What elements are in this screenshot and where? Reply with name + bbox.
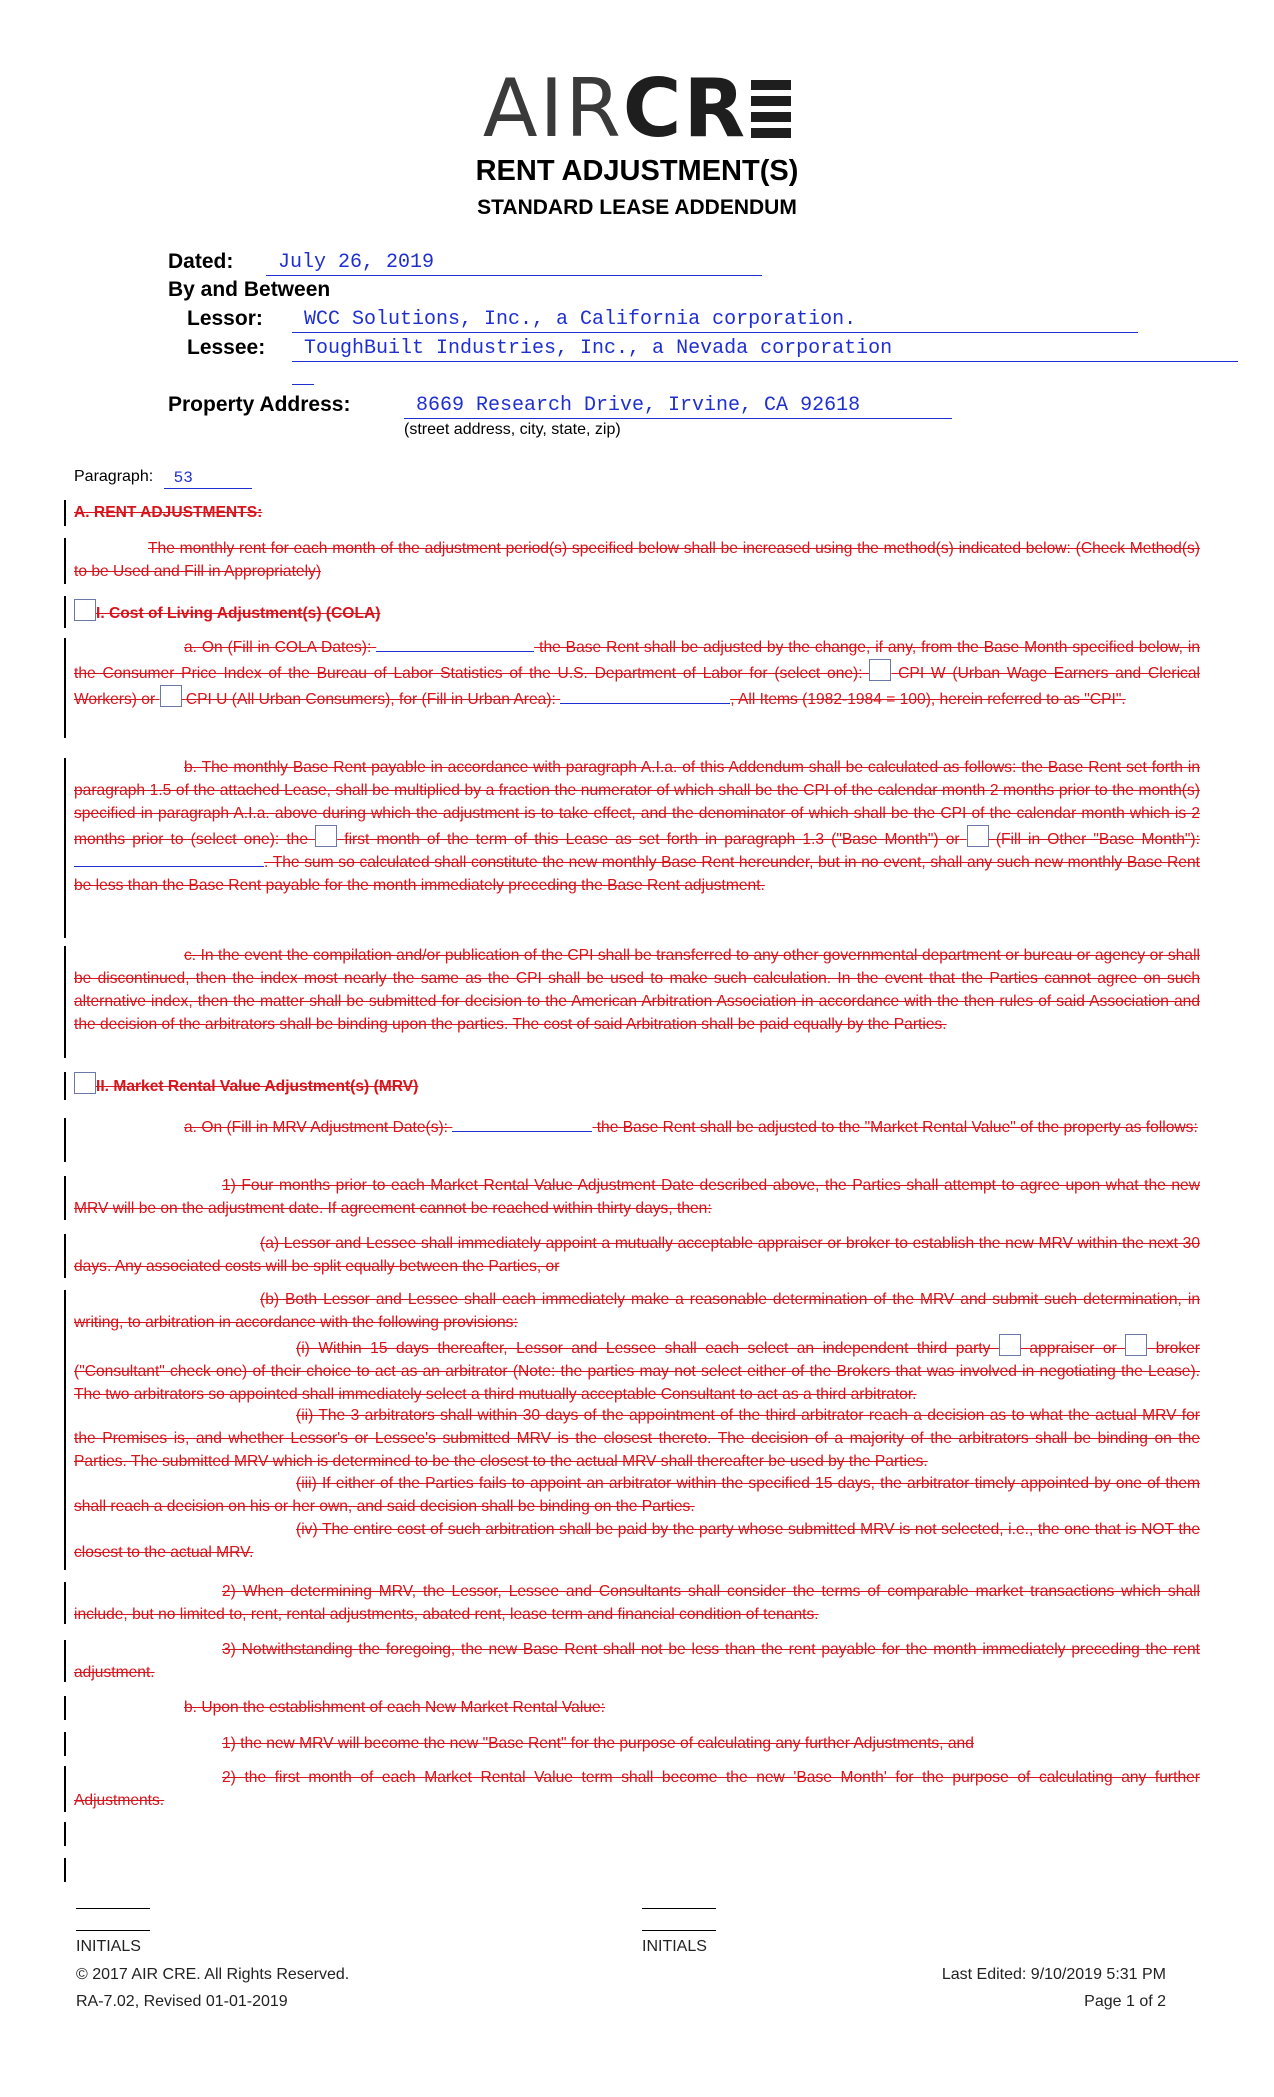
- section-ii-iv: (iv) The entire cost of such arbitration shall be paid by the party whose submitted MRV is not selected, i.e., the one that is NOT the closest to the actual MRV.: [74, 1521, 1200, 1561]
- lessee-field[interactable]: ToughBuilt Industries, Inc., a Nevada corporation: [292, 337, 1238, 362]
- change-bar: [64, 1696, 66, 1720]
- section-ii-b: b. Upon the establishment of each New Market Rental Value:: [184, 1699, 605, 1716]
- change-bar: [64, 538, 66, 584]
- change-bar: [64, 1640, 66, 1682]
- paragraph-label: Paragraph:: [74, 468, 154, 485]
- section-ii-3: 3) Notwithstanding the foregoing, the new Base Rent shall not be less than the rent payable for the month immediately preceding the rent adjustment.: [74, 1641, 1200, 1681]
- change-bar: [64, 1732, 66, 1756]
- change-bar: [64, 1290, 66, 1570]
- document-title: RENT ADJUSTMENT(S): [475, 155, 799, 187]
- change-bar: [64, 1858, 66, 1882]
- page-number: Page 1 of 2: [1084, 1993, 1166, 2010]
- by-and-between-label: By and Between: [168, 278, 331, 301]
- document-subtitle: STANDARD LEASE ADDENDUM: [477, 196, 797, 219]
- initials-line-right-2[interactable]: [642, 1930, 716, 1931]
- lessee-field-continuation[interactable]: [292, 360, 314, 385]
- section-i-heading: I. Cost of Living Adjustment(s) (COLA): [74, 599, 1200, 625]
- logo-cr: CR: [622, 62, 748, 155]
- section-ii-a: a. On (Fill in MRV Adjustment Date(s): the Base Rent shall be adjusted to the "Market Rental Value" of the property as follows:: [184, 1119, 1198, 1136]
- aircre-logo: [0, 62, 1274, 155]
- first-month-checkbox[interactable]: [315, 825, 337, 847]
- change-bar: [64, 946, 66, 1058]
- section-ii-1b: (b) Both Lessor and Lessee shall each immediately make a reasonable determination of the MRV and submit such determination, in writing, to arbitration in accordance with the following provisions:: [74, 1291, 1200, 1331]
- change-bar: [64, 758, 66, 938]
- section-ii-1a: (a) Lessor and Lessee shall immediately appoint a mutually acceptable appraiser or broker to establish the new MRV within the next 30 days. Any associated costs will be split equally between the Parties, or: [74, 1235, 1200, 1275]
- initials-label-right: INITIALS: [642, 1938, 707, 1955]
- change-bar: [64, 1582, 66, 1624]
- change-bar: [64, 1822, 66, 1846]
- initials-line-right-1[interactable]: [642, 1908, 716, 1909]
- initials-label-left: INITIALS: [76, 1938, 141, 1955]
- change-bar: [64, 500, 66, 526]
- last-edited: Last Edited: 9/10/2019 5:31 PM: [941, 1966, 1166, 1983]
- change-bar: [64, 1766, 66, 1812]
- mrv-checkbox[interactable]: [74, 1072, 96, 1094]
- lessor-label: Lessor:: [187, 307, 263, 330]
- change-bar: [64, 1176, 66, 1220]
- section-ii-2: 2) When determining MRV, the Lessor, Lessee and Consultants shall consider the terms of comparable market transactions which shall include, but no limited to, rent, rental adjustments, abated rent, lease term and financial condition of tenants.: [74, 1583, 1200, 1623]
- cola-dates-field[interactable]: [376, 637, 534, 652]
- section-ii-ii: (ii) The 3 arbitrators shall within 30 days of the appointment of the third arbitrator reach a decision as to what the actual MRV for the Premises is, and whether Lessor's or Lessee's submitted MRV is the closest thereto. The decision of a majority of the arbitrators shall be binding on the Parties. The submitted MRV which is determined to be the closest to the actual MRV shall thereafter be used by the Parties.: [74, 1407, 1200, 1470]
- property-address-field[interactable]: 8669 Research Drive, Irvine, CA 92618: [404, 394, 952, 419]
- section-a-intro: The monthly rent for each month of the adjustment period(s) specified below shall be increased using the method(s) indicated below: (Check Method(s) to be Used and Fill in Appropriately): [74, 540, 1200, 580]
- section-a-heading: A. RENT ADJUSTMENTS:: [74, 504, 263, 521]
- section-ii-1: 1) Four months prior to each Market Rental Value Adjustment Date described above, the Parties shall attempt to agree upon what the new MRV will be on the adjustment date. If agreement cannot be reached within thirty days, then:: [74, 1177, 1200, 1217]
- change-bar: [64, 1118, 66, 1162]
- broker-checkbox[interactable]: [1125, 1334, 1147, 1356]
- lessor-field[interactable]: WCC Solutions, Inc., a California corporation.: [292, 308, 1138, 333]
- initials-line-left-1[interactable]: [76, 1908, 150, 1909]
- appraiser-checkbox[interactable]: [999, 1334, 1021, 1356]
- change-bar: [64, 1234, 66, 1278]
- dated-label: Dated:: [168, 250, 234, 273]
- paragraph-field[interactable]: 53: [164, 468, 252, 489]
- section-ii-iii: (iii) If either of the Parties fails to appoint an arbitrator within the specified 15 days, the arbitrator timely appointed by one of them shall reach a decision on his or her own, and said decision shall be binding on the Parties.: [74, 1475, 1200, 1515]
- change-bar: [64, 1072, 66, 1100]
- property-address-label: Property Address:: [168, 393, 351, 416]
- urban-area-field[interactable]: [560, 689, 730, 704]
- cpi-w-checkbox[interactable]: [869, 659, 891, 681]
- logo-e-bars-icon: [751, 80, 791, 140]
- cpi-u-checkbox[interactable]: [160, 685, 182, 707]
- section-i-a: a. On (Fill in COLA Dates): the Base Rent shall be adjusted by the change, if any, from the Base Month specified below, in the Consumer Price Index of the Bureau of Labor Statistics of the U.S. Department of Labor for (select one): CPI W (Urban Wage Earners and Clerical Workers) or CPI U (All Urban Consumers), for (Fill in Urban Area): , All Items (1982-1984 = 100), herein referred to as "CPI".: [74, 639, 1200, 708]
- section-ii-b2: 2) the first month of each Market Rental Value term shall become the new 'Base Month' for the purpose of calculating any further Adjustments.: [74, 1769, 1200, 1809]
- logo-air: AIR: [482, 62, 623, 155]
- other-base-month-checkbox[interactable]: [967, 825, 989, 847]
- change-bar: [64, 638, 66, 738]
- section-i-b: b. The monthly Base Rent payable in accordance with paragraph A.I.a. of this Addendum shall be calculated as follows: the Base Rent set forth in paragraph 1.5 of the attached Lease, shall be multiplied by a fraction the numerator of which shall be the CPI of the calendar month 2 months prior to the month(s) specified in paragraph A.I.a. above during which the adjustment is to take effect, and the denominator of which shall be the CPI of the calendar month which is 2 months prior to (select one): the first month of the term of this Lease as set forth in paragraph 1.3 ("Base Month") or (Fill in Other "Base Month"): . The sum so calculated shall constitute the new monthly Base Rent hereunder, but in no event, shall any such new monthly Base Rent be less than the Base Rent payable for the month immediately preceding the Base Rent adjustment.: [74, 759, 1200, 894]
- section-ii-heading: II. Market Rental Value Adjustment(s) (MRV): [74, 1072, 1200, 1098]
- cola-checkbox[interactable]: [74, 599, 96, 621]
- section-ii-b1: 1) the new MRV will become the new "Base Rent" for the purpose of calculating any further Adjustments, and: [222, 1735, 974, 1752]
- form-id: RA-7.02, Revised 01-01-2019: [76, 1993, 288, 2010]
- initials-line-left-2[interactable]: [76, 1930, 150, 1931]
- copyright: © 2017 AIR CRE. All Rights Reserved.: [76, 1966, 350, 1983]
- change-bar: [64, 596, 66, 628]
- property-address-hint: (street address, city, state, zip): [404, 421, 621, 438]
- dated-field[interactable]: July 26, 2019: [266, 251, 762, 276]
- section-i-c: c. In the event the compilation and/or publication of the CPI shall be transferred to any other governmental department or bureau or agency or shall be discontinued, then the index most nearly the same as the CPI shall be used to make such calculation. In the event that the Parties cannot agree on such alternative index, then the matter shall be submitted for decision to the American Arbitration Association in accordance with the then rules of said Association and the decision of the arbitrators shall be binding upon the parties. The cost of said Arbitration shall be paid equally by the Parties.: [74, 947, 1200, 1033]
- mrv-dates-field[interactable]: [452, 1117, 592, 1132]
- section-ii-i: (i) Within 15 days thereafter, Lessor and Lessee shall each select an independent third party appraiser or broker ("Consultant" check one) of their choice to act as an arbitrator (Note: the parties may not select either of the Brokers that was involved in negotiating the Lease). The two arbitrators so appointed shall immediately select a third mutually acceptable Consultant to act as a third arbitrator.: [74, 1334, 1200, 1406]
- lessee-label: Lessee:: [187, 336, 266, 359]
- other-base-month-field[interactable]: [74, 852, 264, 867]
